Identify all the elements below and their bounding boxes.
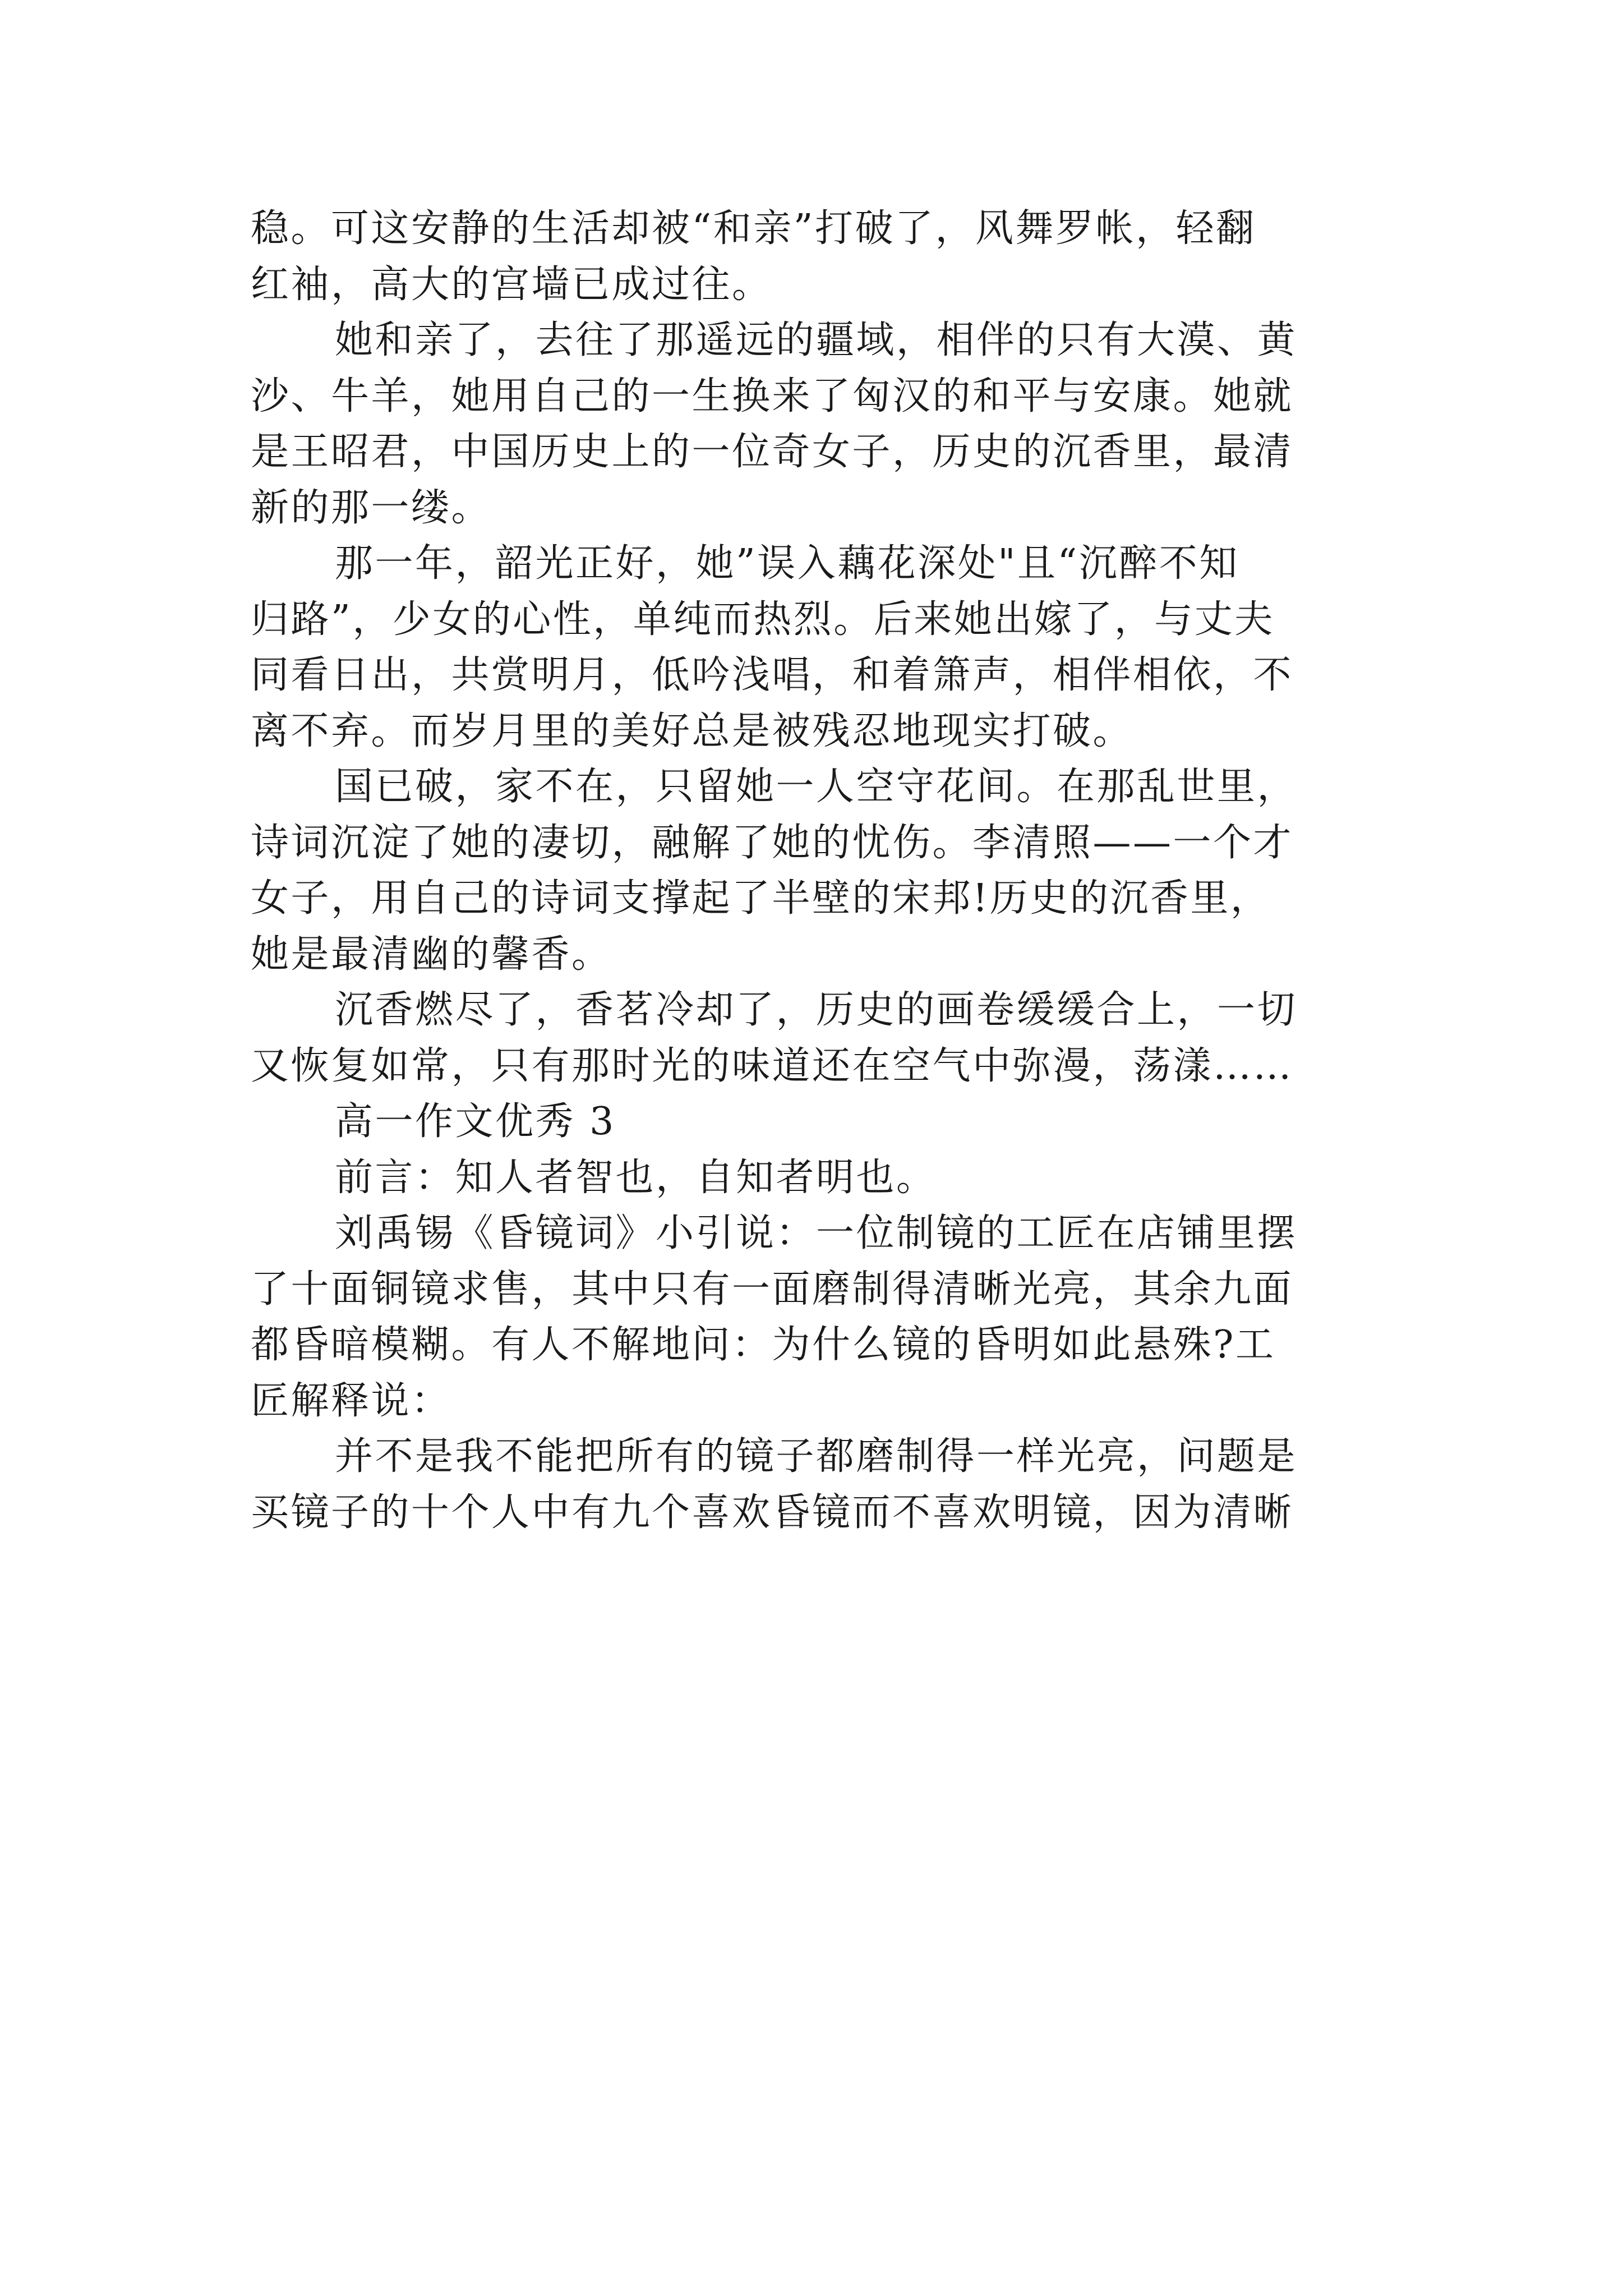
paragraph-start-line: 刘禹锡《昏镜词》小引说：一位制镜的工匠在店铺里摆 bbox=[335, 1211, 1298, 1255]
text-line: 红袖，高大的宫墙已成过往。 bbox=[251, 262, 772, 307]
text-line: 沙、牛羊，她用自己的一生换来了匈汉的和平与安康。她就 bbox=[251, 374, 1294, 418]
paragraph-start-line: 并不是我不能把所有的镜子都磨制得一样光亮，问题是 bbox=[335, 1434, 1298, 1479]
text-line: 了十面铜镜求售，其中只有一面磨制得清晰光亮，其余九面 bbox=[251, 1267, 1294, 1312]
text-line: 稳。可这安静的生活却被“和亲”打破了，风舞罗帐，轻翻 bbox=[251, 206, 1256, 251]
text-line: 都昏暗模糊。有人不解地问：为什么镜的昏明如此悬殊?工 bbox=[251, 1323, 1276, 1367]
text-line: 女子，用自己的诗词支撑起了半壁的宋邦!历史的沉香里， bbox=[251, 876, 1271, 921]
text-line: 离不弃。而岁月里的美好总是被残忍地现实打破。 bbox=[251, 708, 1133, 753]
paragraph-start-line: 沉香燃尽了，香茗冷却了，历史的画卷缓缓合上，一切 bbox=[335, 988, 1298, 1032]
text-line: 诗词沉淀了她的凄切，融解了她的忧伤。李清照——一个才 bbox=[251, 820, 1294, 865]
section-heading: 高一作文优秀 3 bbox=[335, 1099, 616, 1144]
text-line: 新的那一缕。 bbox=[251, 485, 492, 530]
text-line: 是王昭君，中国历史上的一位奇女子，历史的沉香里，最清 bbox=[251, 430, 1294, 474]
text-line: 又恢复如常，只有那时光的味道还在空气中弥漫，荡漾…… bbox=[251, 1043, 1294, 1088]
paragraph-start-line: 她和亲了，去往了那遥远的疆域，相伴的只有大漠、黄 bbox=[335, 318, 1298, 362]
text-line: 匠解释说： bbox=[251, 1378, 451, 1423]
text-line: 买镜子的十个人中有九个喜欢昏镜而不喜欢明镜，因为清晰 bbox=[251, 1490, 1294, 1535]
paragraph-start-line: 前言：知人者智也，自知者明也。 bbox=[335, 1155, 937, 1200]
essay-body bbox=[251, 201, 1372, 1540]
text-line: 归路”，少女的心性，单纯而热烈。后来她出嫁了，与丈夫 bbox=[251, 597, 1275, 642]
paragraph-start-line: 那一年，韶光正好，她”误入藕花深处"且“沉醉不知 bbox=[335, 541, 1239, 586]
paragraph-start-line: 国已破，家不在，只留她一人空守花间。在那乱世里， bbox=[335, 765, 1298, 809]
text-line: 同看日出，共赏明月，低吟浅唱，和着箫声，相伴相依，不 bbox=[251, 653, 1294, 697]
text-line: 她是最清幽的馨香。 bbox=[251, 932, 612, 977]
